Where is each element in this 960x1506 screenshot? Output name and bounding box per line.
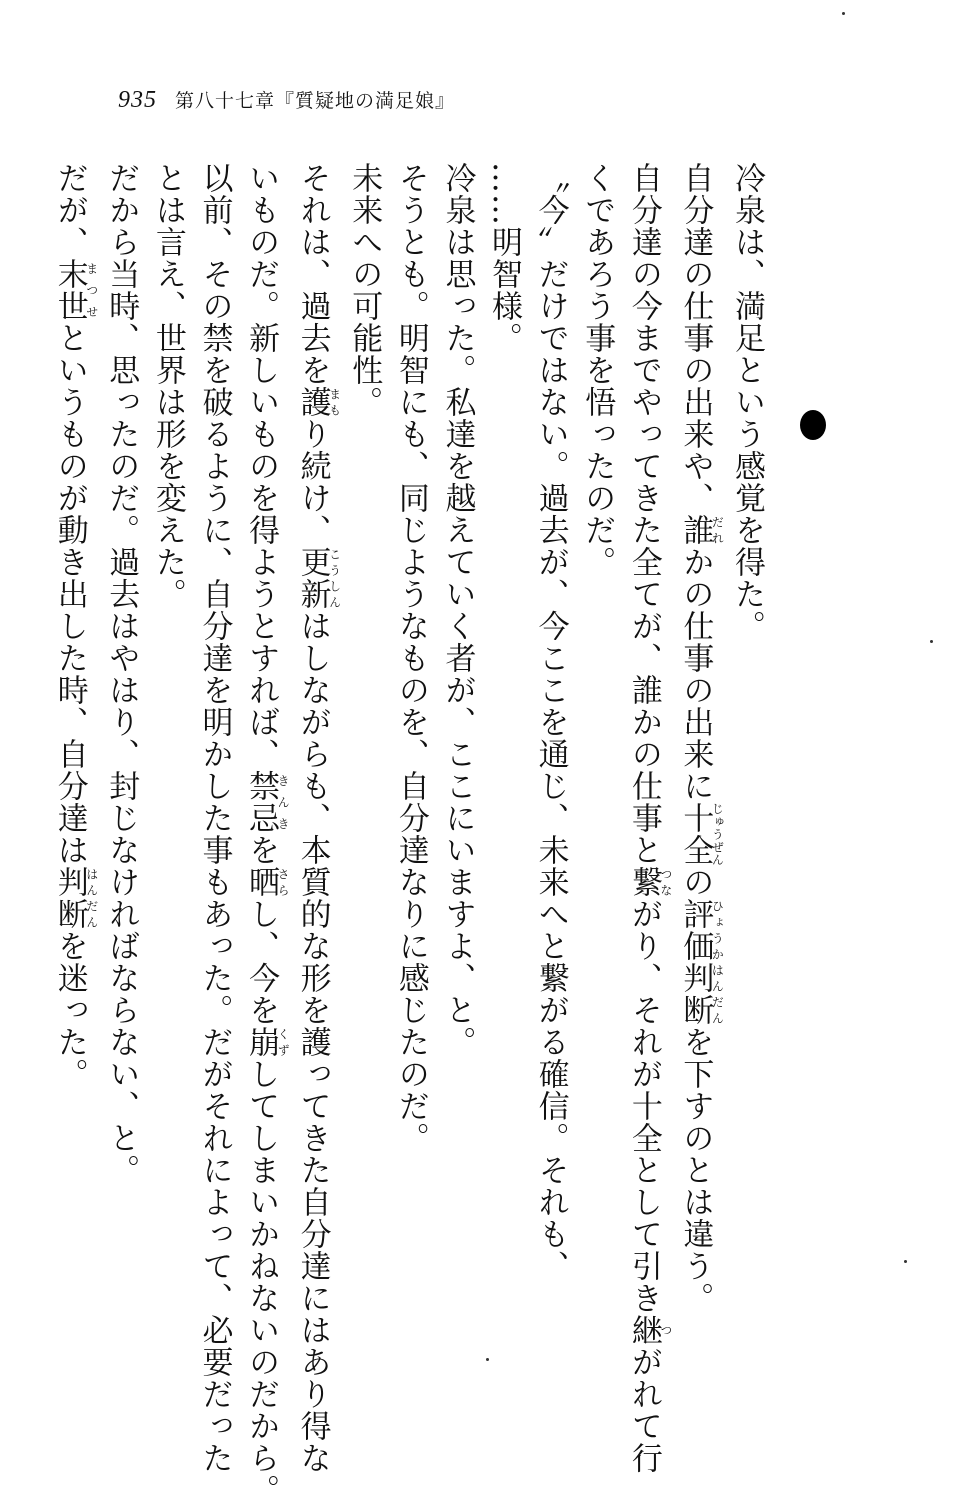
text-line: くであろう事を悟ったのだ。	[579, 162, 616, 578]
text-line: とは言え、世界は形を変えた。	[149, 162, 186, 610]
text-line: 以前、その禁を破るように、自分達を明かした事もあった。だがそれによって、必要だった	[196, 162, 233, 1474]
scan-speck	[904, 1260, 907, 1263]
text-line: 冷泉は、満足という感覚を得た。	[729, 162, 765, 642]
text-line: 自分達の仕事の出来や、誰だれかの仕事の出来に十全じゅうぜんの評価判断ひょうかはんだんを下すのとは違う。	[677, 162, 725, 1314]
chapter-title: 第八十七章『質疑地の満足娘』	[175, 90, 456, 112]
text-line: 未来への可能性。	[346, 162, 383, 418]
text-line: 自分達の今までやってきた全てが、誰かの仕事と繋つながり、それが十全として引き継つがれて行	[625, 162, 673, 1474]
text-line: 〝今〟だけではない。過去が、今ここを通じ、未来へと繋がる確信。それも、	[532, 162, 569, 1282]
text-line: 冷泉は思った。私達を越えていく者が、ここにいますよ、と。	[439, 162, 476, 1058]
bullet-mark	[800, 410, 826, 440]
text-line: だから当時、思ったのだ。過去はやはり、封じなければならない、と。	[103, 162, 140, 1186]
page-header	[118, 86, 455, 116]
text-line: それは、過去を護まもり続け、更新こうしんはしながらも、本質的な形を護ってきた自分達にはあり得な	[294, 162, 342, 1474]
scan-speck	[842, 12, 845, 15]
text-line: だが、末世まつせというものが動き出した時、自分達は判断はんだんを迷った。	[51, 162, 99, 1090]
scan-speck	[930, 640, 933, 643]
body-text	[46, 162, 770, 1506]
text-line: ……明智様。	[486, 162, 523, 354]
text-line: いものだ。新しいものを得ようとすれば、禁忌きんきを晒さらし、今を崩くずしてしまいかねないのだから。	[243, 162, 291, 1506]
page-number: 935	[118, 87, 157, 113]
scan-speck	[486, 1358, 489, 1361]
text-line: そうとも。明智にも、同じようなものを、自分達なりに感じたのだ。	[392, 162, 429, 1154]
